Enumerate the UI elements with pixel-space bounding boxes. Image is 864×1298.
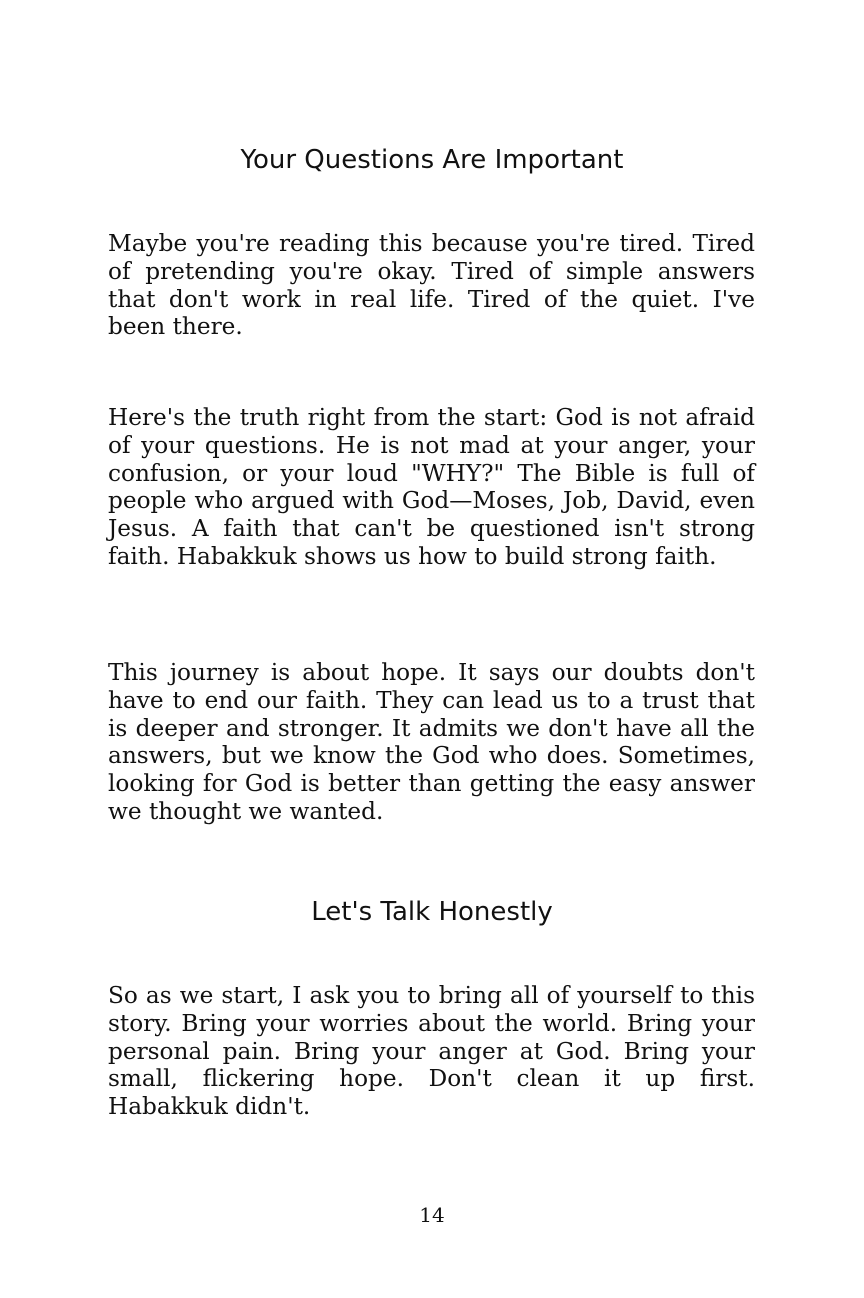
body-paragraph: So as we start, I ask you to bring all of yourself to this story. Bring your worries about the world. Bring your personal pain. Bring your anger at God. Bring your small, flickering hope. Don't clean it up first. Habakkuk didn't. bbox=[108, 982, 755, 1121]
body-paragraph: Here's the truth right from the start: God is not afraid of your questions. He is not mad at your anger, your confusion, or your loud "WHY?" The Bible is full of people who argued with God—Moses, Job, David, even Jesus. A faith that can't be questioned isn't strong faith. Habakkuk shows us how to build strong faith. bbox=[108, 404, 755, 570]
body-paragraph: Maybe you're reading this because you're tired. Tired of pretending you're okay. Tired of simple answers that don't work in real life. Tired of the quiet. I've been there. bbox=[108, 230, 755, 341]
section-heading: Your Questions Are Important bbox=[240, 145, 624, 175]
page-number: 14 bbox=[419, 1203, 445, 1227]
body-paragraph: This journey is about hope. It says our doubts don't have to end our faith. They can lead us to a trust that is deeper and stronger. It admits we don't have all the answers, but we know the God who does. Sometimes, looking for God is better than getting the easy answer we thought we wanted. bbox=[108, 659, 755, 825]
section-heading: Let's Talk Honestly bbox=[311, 897, 553, 927]
